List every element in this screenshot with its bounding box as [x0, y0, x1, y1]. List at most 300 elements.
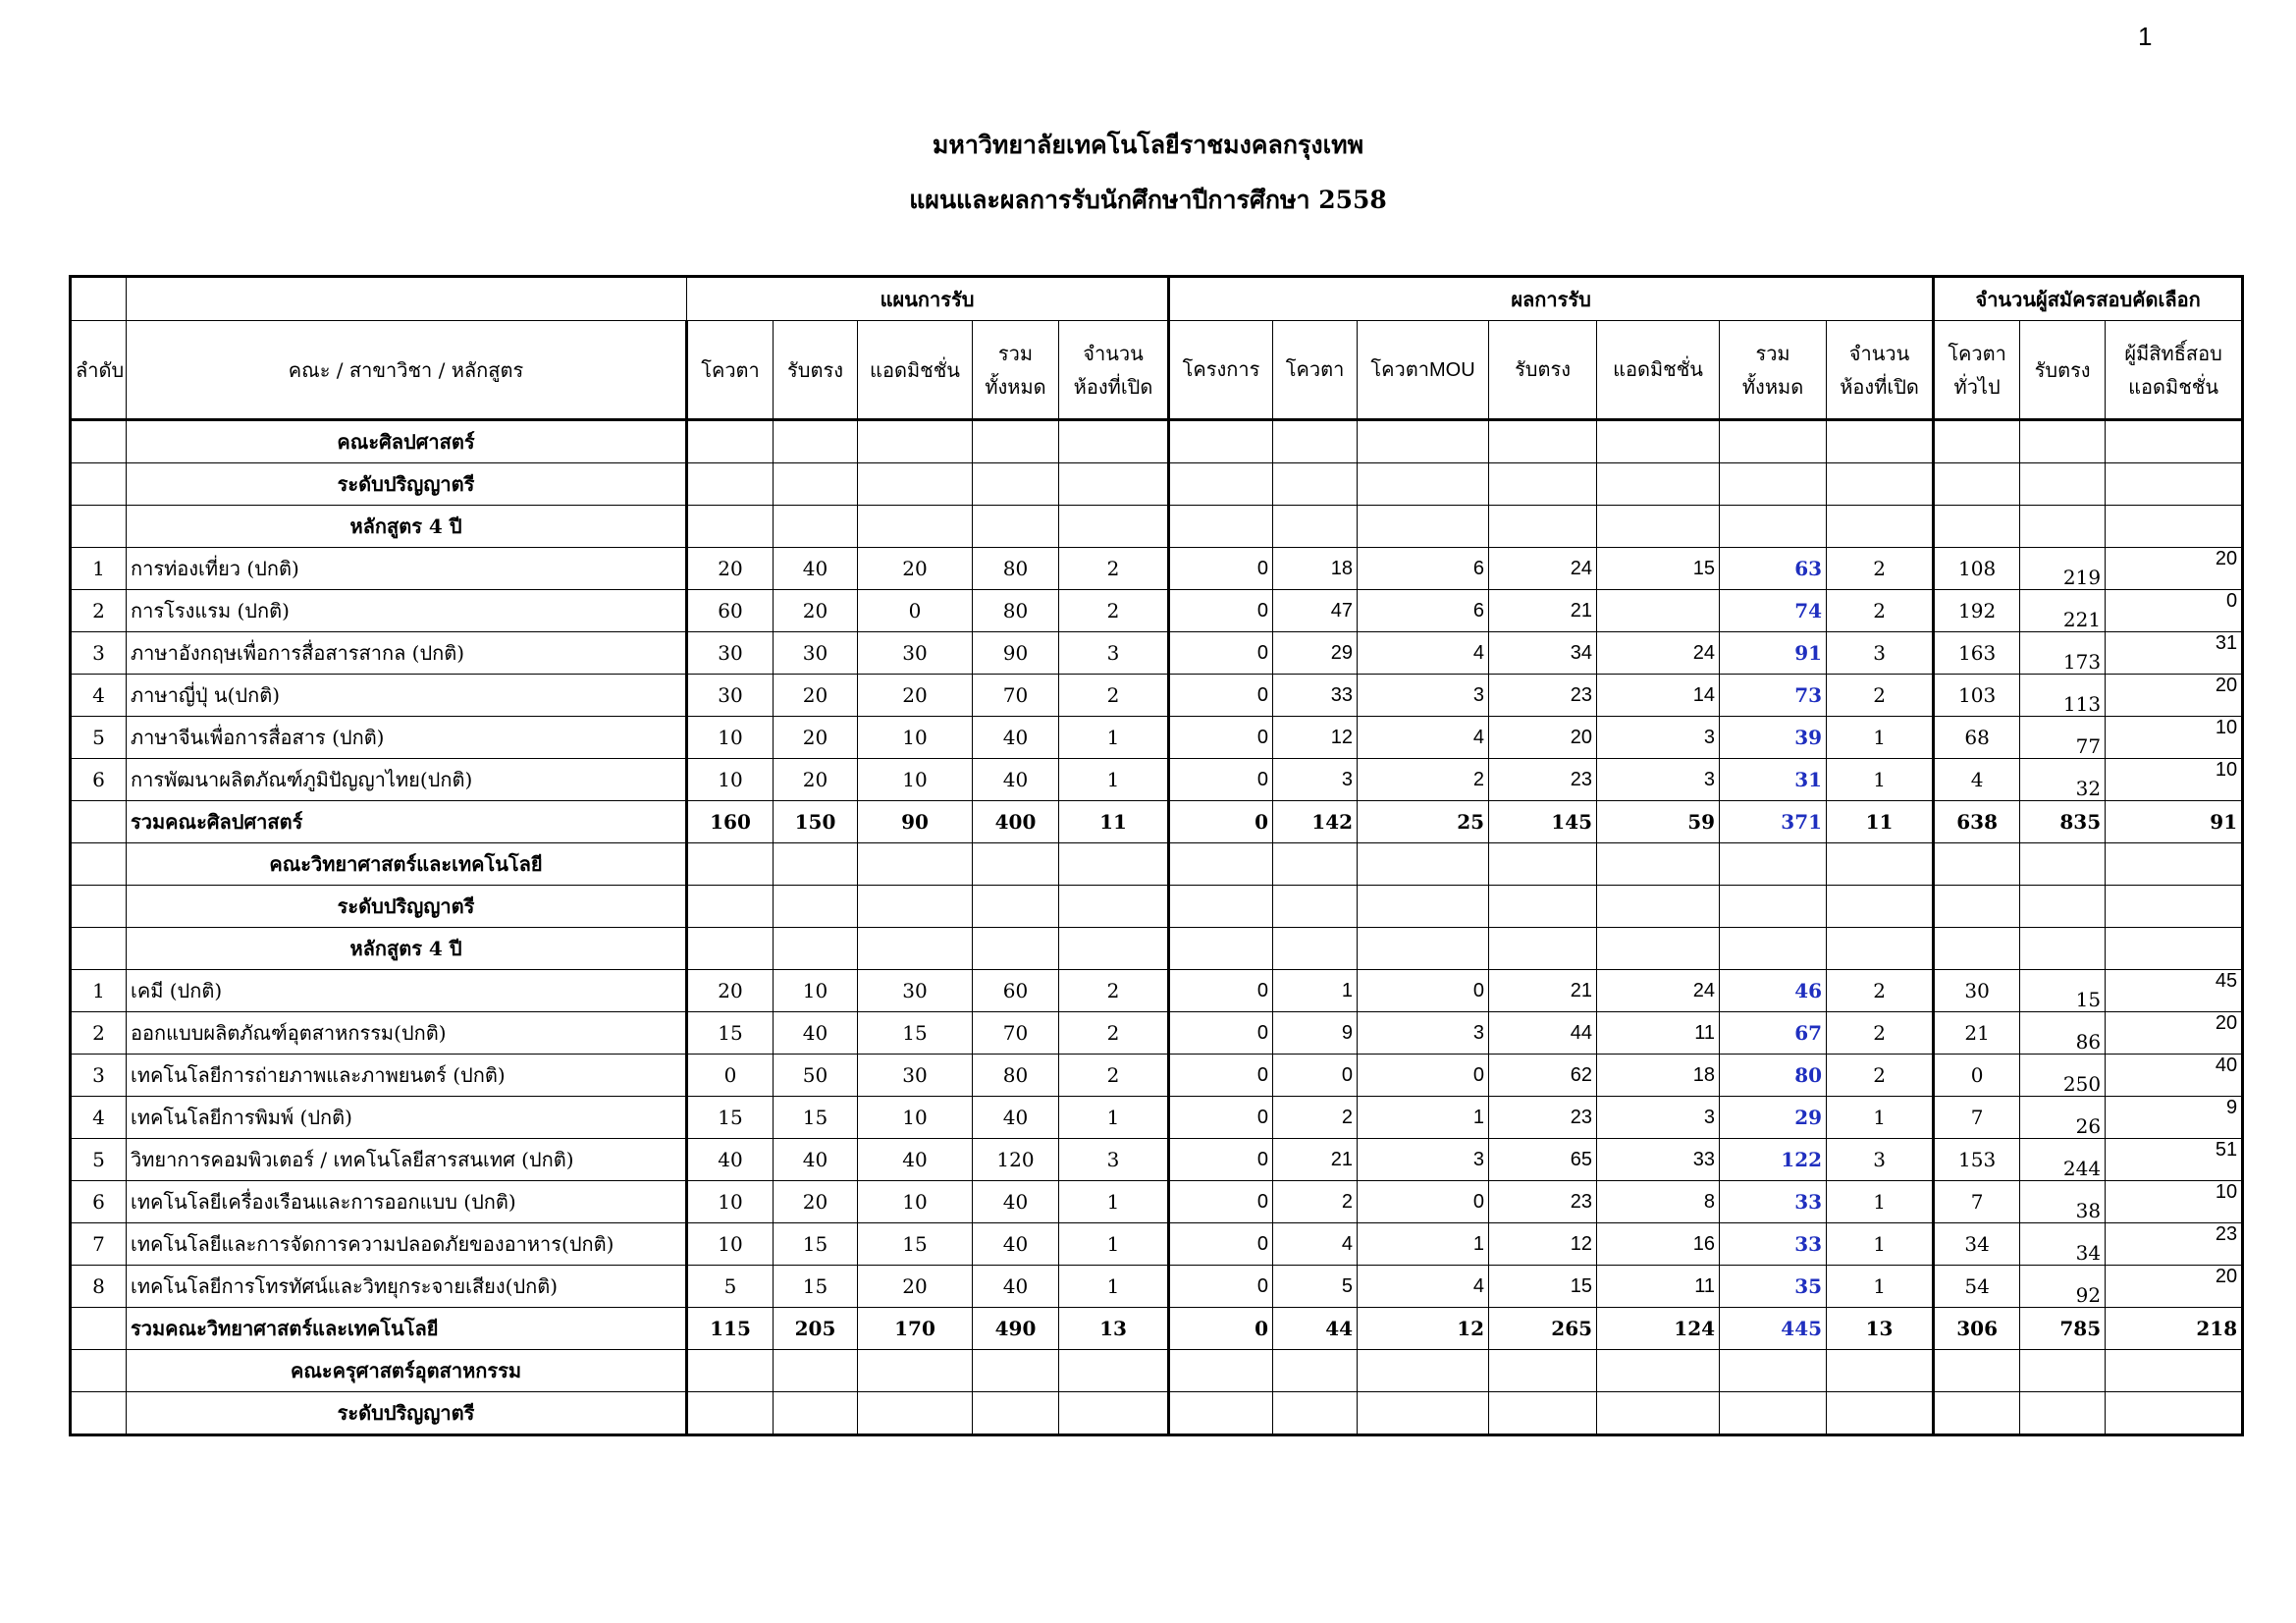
cell-pd: [774, 843, 858, 886]
cell-rq: 3: [1273, 759, 1358, 801]
cell-rd: [1489, 886, 1597, 928]
row-number: 8: [71, 1266, 127, 1308]
cell-aq: 163: [1934, 632, 2020, 675]
cell-aa: 23: [2106, 1223, 2243, 1266]
cell-rr: 1: [1827, 759, 1934, 801]
row-number: 2: [71, 590, 127, 632]
cell-rr: 1: [1827, 1223, 1934, 1266]
cell-rm: [1358, 1350, 1489, 1392]
cell-aa: 0: [2106, 590, 2243, 632]
program-name: การท่องเที่ยว (ปกติ): [127, 548, 687, 590]
cell-pq: [687, 506, 774, 548]
cell-rq: 0: [1273, 1055, 1358, 1097]
cell-rd: 23: [1489, 675, 1597, 717]
cell-rq: [1273, 886, 1358, 928]
table-row: [71, 1223, 2243, 1266]
cell-rm: 0: [1358, 970, 1489, 1012]
cell-pt: 40: [973, 1223, 1059, 1266]
cell-pq: 30: [687, 675, 774, 717]
cell-rq: [1273, 420, 1358, 463]
cell-rm: [1358, 928, 1489, 970]
cell-rr: 11: [1827, 801, 1934, 843]
cell-rq: 4: [1273, 1223, 1358, 1266]
cell-pd: [774, 1392, 858, 1435]
section-label: คณะศิลปศาสตร์: [127, 420, 687, 463]
table-row: [71, 1012, 2243, 1055]
cell-rt: [1720, 463, 1827, 506]
cell-pq: [687, 420, 774, 463]
cell-rr: [1827, 1350, 1934, 1392]
cell-aq: [1934, 843, 2020, 886]
program-name: เทคโนโลยีการถ่ายภาพและภาพยนตร์ (ปกติ): [127, 1055, 687, 1097]
table-row: [71, 1266, 2243, 1308]
total-label: รวมคณะศิลปศาสตร์: [127, 801, 687, 843]
table-row: [71, 1097, 2243, 1139]
cell-pt: 80: [973, 1055, 1059, 1097]
section-row: [71, 1350, 2243, 1392]
cell-rp: [1169, 1350, 1273, 1392]
cell-rd: 145: [1489, 801, 1597, 843]
section-label: ระดับปริญญาตรี: [127, 886, 687, 928]
cell-pa: [858, 886, 973, 928]
cell-rr: 1: [1827, 1266, 1934, 1308]
table-row: [71, 632, 2243, 675]
row-number: [71, 463, 127, 506]
cell-pq: 10: [687, 1223, 774, 1266]
total-label: รวมคณะวิทยาศาสตร์และเทคโนโลยี: [127, 1308, 687, 1350]
cell-ra: 14: [1597, 675, 1720, 717]
cell-rm: 1: [1358, 1223, 1489, 1266]
cell-aq: 0: [1934, 1055, 2020, 1097]
cell-ra: [1597, 506, 1720, 548]
cell-aq: 192: [1934, 590, 2020, 632]
cell-rt: 39: [1720, 717, 1827, 759]
cell-aa: 51: [2106, 1139, 2243, 1181]
cell-pt: 40: [973, 717, 1059, 759]
cell-pr: 1: [1059, 1181, 1169, 1223]
cell-ad: 34: [2020, 1223, 2106, 1266]
cell-rm: 3: [1358, 675, 1489, 717]
cell-rd: 24: [1489, 548, 1597, 590]
cell-rm: 4: [1358, 1266, 1489, 1308]
cell-ad: 173: [2020, 632, 2106, 675]
cell-pt: 60: [973, 970, 1059, 1012]
row-number: 6: [71, 1181, 127, 1223]
cell-rd: 21: [1489, 590, 1597, 632]
cell-aa: [2106, 1350, 2243, 1392]
cell-pd: 30: [774, 632, 858, 675]
cell-ad: [2020, 928, 2106, 970]
row-number: [71, 886, 127, 928]
program-name: ภาษาอังกฤษเพื่อการสื่อสารสากล (ปกติ): [127, 632, 687, 675]
cell-rt: 29: [1720, 1097, 1827, 1139]
cell-pr: [1059, 1350, 1169, 1392]
cell-rd: 62: [1489, 1055, 1597, 1097]
cell-aq: [1934, 886, 2020, 928]
row-number: [71, 843, 127, 886]
cell-pd: 40: [774, 1012, 858, 1055]
cell-rd: 23: [1489, 759, 1597, 801]
cell-aa: [2106, 928, 2243, 970]
cell-pt: 40: [973, 1181, 1059, 1223]
cell-pq: 60: [687, 590, 774, 632]
cell-rq: 5: [1273, 1266, 1358, 1308]
cell-pr: [1059, 843, 1169, 886]
group-plan: แผนการรับ: [687, 277, 1169, 321]
cell-rp: [1169, 506, 1273, 548]
cell-aq: 21: [1934, 1012, 2020, 1055]
cell-aq: 54: [1934, 1266, 2020, 1308]
cell-ad: [2020, 1350, 2106, 1392]
program-name: เทคโนโลยีการโทรทัศน์และวิทยุกระจายเสียง(ปกติ): [127, 1266, 687, 1308]
cell-pq: [687, 1350, 774, 1392]
cell-rp: 0: [1169, 759, 1273, 801]
cell-pd: 15: [774, 1266, 858, 1308]
cell-ra: [1597, 843, 1720, 886]
cell-ra: 11: [1597, 1266, 1720, 1308]
cell-rt: 35: [1720, 1266, 1827, 1308]
cell-aq: 7: [1934, 1181, 2020, 1223]
cell-ra: 8: [1597, 1181, 1720, 1223]
cell-rp: 0: [1169, 1097, 1273, 1139]
cell-pr: 2: [1059, 1055, 1169, 1097]
cell-rm: 4: [1358, 717, 1489, 759]
cell-rt: 91: [1720, 632, 1827, 675]
document-subtitle: แผนและผลการรับนักศึกษาปีการศึกษา 2558: [909, 186, 1387, 214]
cell-pt: 40: [973, 1266, 1059, 1308]
cell-pr: 1: [1059, 1223, 1169, 1266]
cell-ra: 124: [1597, 1308, 1720, 1350]
cell-rp: [1169, 463, 1273, 506]
row-number: 4: [71, 675, 127, 717]
cell-pr: 11: [1059, 801, 1169, 843]
group-result: ผลการรับ: [1169, 277, 1934, 321]
cell-ad: [2020, 843, 2106, 886]
cell-rt: [1720, 420, 1827, 463]
cell-pt: 400: [973, 801, 1059, 843]
cell-pq: [687, 843, 774, 886]
cell-pa: [858, 420, 973, 463]
cell-ad: 835: [2020, 801, 2106, 843]
program-name: ออกแบบผลิตภัณฑ์อุตสาหกรรม(ปกติ): [127, 1012, 687, 1055]
table-row: [71, 1055, 2243, 1097]
cell-pr: 3: [1059, 1139, 1169, 1181]
section-row: [71, 928, 2243, 970]
cell-pt: 490: [973, 1308, 1059, 1350]
cell-aq: 30: [1934, 970, 2020, 1012]
cell-ad: 92: [2020, 1266, 2106, 1308]
cell-rr: [1827, 928, 1934, 970]
cell-aa: [2106, 1392, 2243, 1435]
cell-rq: 47: [1273, 590, 1358, 632]
group-applicants: จำนวนผู้สมัครสอบคัดเลือก: [1934, 277, 2243, 321]
cell-rm: 25: [1358, 801, 1489, 843]
cell-pr: 3: [1059, 632, 1169, 675]
cell-rq: [1273, 506, 1358, 548]
cell-pr: [1059, 463, 1169, 506]
cell-pq: [687, 928, 774, 970]
cell-rd: 65: [1489, 1139, 1597, 1181]
cell-aq: [1934, 1392, 2020, 1435]
cell-pq: 10: [687, 717, 774, 759]
cell-pr: [1059, 420, 1169, 463]
cell-ad: 15: [2020, 970, 2106, 1012]
cell-pr: [1059, 506, 1169, 548]
cell-pt: 70: [973, 675, 1059, 717]
cell-pd: 205: [774, 1308, 858, 1350]
cell-pd: [774, 886, 858, 928]
faculty-total-row: [71, 801, 2243, 843]
cell-pd: [774, 928, 858, 970]
cell-rd: 15: [1489, 1266, 1597, 1308]
cell-ad: 26: [2020, 1097, 2106, 1139]
table-row: [71, 759, 2243, 801]
cell-rm: 0: [1358, 1181, 1489, 1223]
cell-rq: 44: [1273, 1308, 1358, 1350]
cell-pt: 40: [973, 759, 1059, 801]
cell-rm: [1358, 506, 1489, 548]
section-row: [71, 463, 2243, 506]
cell-rr: 1: [1827, 1097, 1934, 1139]
cell-ad: 221: [2020, 590, 2106, 632]
cell-rt: 80: [1720, 1055, 1827, 1097]
row-number: [71, 801, 127, 843]
cell-pq: 30: [687, 632, 774, 675]
table-row: [71, 1139, 2243, 1181]
cell-rd: 12: [1489, 1223, 1597, 1266]
cell-rr: 1: [1827, 1181, 1934, 1223]
col-no: ลำดับ: [71, 321, 127, 420]
cell-pd: 20: [774, 675, 858, 717]
row-number: [71, 506, 127, 548]
col-app-quota: โควตา ทั่วไป: [1934, 321, 2020, 420]
cell-pt: [973, 886, 1059, 928]
cell-rt: 46: [1720, 970, 1827, 1012]
section-row: [71, 1392, 2243, 1435]
cell-pr: 1: [1059, 759, 1169, 801]
cell-rr: [1827, 463, 1934, 506]
cell-rq: 12: [1273, 717, 1358, 759]
cell-rp: 0: [1169, 801, 1273, 843]
table-row: [71, 970, 2243, 1012]
cell-aq: [1934, 506, 2020, 548]
col-app-admission: ผู้มีสิทธิ์สอบ แอดมิชชั่น: [2106, 321, 2243, 420]
cell-rd: [1489, 463, 1597, 506]
cell-rt: 73: [1720, 675, 1827, 717]
cell-rp: [1169, 928, 1273, 970]
cell-rm: 1: [1358, 1097, 1489, 1139]
cell-rd: 20: [1489, 717, 1597, 759]
cell-rr: [1827, 506, 1934, 548]
col-plan-total: รวม ทั้งหมด: [973, 321, 1059, 420]
cell-aa: [2106, 463, 2243, 506]
cell-rp: 0: [1169, 1055, 1273, 1097]
cell-rp: 0: [1169, 590, 1273, 632]
cell-rp: 0: [1169, 1012, 1273, 1055]
cell-pt: [973, 843, 1059, 886]
cell-ra: [1597, 420, 1720, 463]
cell-rq: [1273, 1392, 1358, 1435]
col-res-total: รวม ทั้งหมด: [1720, 321, 1827, 420]
program-name: เทคโนโลยีเครื่องเรือนและการออกแบบ (ปกติ): [127, 1181, 687, 1223]
cell-pq: 5: [687, 1266, 774, 1308]
cell-pq: [687, 463, 774, 506]
cell-ad: 32: [2020, 759, 2106, 801]
cell-pa: 10: [858, 717, 973, 759]
cell-pa: 40: [858, 1139, 973, 1181]
cell-pa: 30: [858, 970, 973, 1012]
cell-aa: [2106, 886, 2243, 928]
cell-ad: 250: [2020, 1055, 2106, 1097]
program-name: เทคโนโลยีและการจัดการความปลอดภัยของอาหาร(ปกติ): [127, 1223, 687, 1266]
cell-pt: 90: [973, 632, 1059, 675]
program-name: วิทยาการคอมพิวเตอร์ / เทคโนโลยีสารสนเทศ (ปกติ): [127, 1139, 687, 1181]
cell-rd: 23: [1489, 1097, 1597, 1139]
cell-rp: [1169, 420, 1273, 463]
cell-rq: 1: [1273, 970, 1358, 1012]
cell-pa: 20: [858, 548, 973, 590]
cell-rq: 9: [1273, 1012, 1358, 1055]
cell-pa: [858, 506, 973, 548]
cell-aa: [2106, 506, 2243, 548]
header-row-groups: [71, 277, 2243, 321]
cell-rt: 33: [1720, 1223, 1827, 1266]
cell-rr: 2: [1827, 970, 1934, 1012]
cell-rd: 21: [1489, 970, 1597, 1012]
cell-pd: 150: [774, 801, 858, 843]
cell-ra: [1597, 886, 1720, 928]
col-res-rooms: จำนวน ห้องที่เปิด: [1827, 321, 1934, 420]
program-name: การโรงแรม (ปกติ): [127, 590, 687, 632]
cell-rr: 3: [1827, 1139, 1934, 1181]
table-row: [71, 590, 2243, 632]
cell-rd: 44: [1489, 1012, 1597, 1055]
cell-aq: [1934, 1350, 2020, 1392]
cell-pr: [1059, 1392, 1169, 1435]
cell-pt: [973, 506, 1059, 548]
cell-pq: 15: [687, 1097, 774, 1139]
cell-rr: 2: [1827, 590, 1934, 632]
cell-ad: 113: [2020, 675, 2106, 717]
cell-rt: [1720, 928, 1827, 970]
cell-ra: 3: [1597, 717, 1720, 759]
cell-pd: 15: [774, 1097, 858, 1139]
cell-ra: [1597, 928, 1720, 970]
cell-rp: 0: [1169, 548, 1273, 590]
cell-pa: 20: [858, 1266, 973, 1308]
cell-ra: 15: [1597, 548, 1720, 590]
cell-ra: 33: [1597, 1139, 1720, 1181]
row-number: 3: [71, 632, 127, 675]
cell-ra: [1597, 1392, 1720, 1435]
cell-rp: 0: [1169, 717, 1273, 759]
cell-aa: 45: [2106, 970, 2243, 1012]
cell-rr: 1: [1827, 717, 1934, 759]
cell-rm: 3: [1358, 1139, 1489, 1181]
cell-pq: 40: [687, 1139, 774, 1181]
cell-rr: [1827, 843, 1934, 886]
section-label: คณะวิทยาศาสตร์และเทคโนโลยี: [127, 843, 687, 886]
row-number: 6: [71, 759, 127, 801]
cell-pd: 15: [774, 1223, 858, 1266]
cell-pq: 20: [687, 970, 774, 1012]
cell-ad: 86: [2020, 1012, 2106, 1055]
faculty-total-row: [71, 1308, 2243, 1350]
cell-rt: 445: [1720, 1308, 1827, 1350]
cell-rd: [1489, 1392, 1597, 1435]
cell-pr: 1: [1059, 1266, 1169, 1308]
cell-pr: 2: [1059, 590, 1169, 632]
cell-ad: [2020, 1392, 2106, 1435]
cell-aq: 153: [1934, 1139, 2020, 1181]
cell-pt: 40: [973, 1097, 1059, 1139]
cell-rp: [1169, 843, 1273, 886]
cell-aa: 31: [2106, 632, 2243, 675]
cell-rp: 0: [1169, 1266, 1273, 1308]
cell-pa: 170: [858, 1308, 973, 1350]
cell-pq: 115: [687, 1308, 774, 1350]
cell-pd: 20: [774, 759, 858, 801]
cell-rm: [1358, 886, 1489, 928]
cell-rr: 2: [1827, 1055, 1934, 1097]
cell-rt: 33: [1720, 1181, 1827, 1223]
cell-ad: 785: [2020, 1308, 2106, 1350]
cell-ad: [2020, 506, 2106, 548]
cell-rp: 0: [1169, 970, 1273, 1012]
cell-pr: 13: [1059, 1308, 1169, 1350]
cell-aa: 40: [2106, 1055, 2243, 1097]
cell-aq: 4: [1934, 759, 2020, 801]
section-row: [71, 843, 2243, 886]
cell-rd: 34: [1489, 632, 1597, 675]
section-label: คณะครุศาสตร์อุตสาหกรรม: [127, 1350, 687, 1392]
cell-rt: 122: [1720, 1139, 1827, 1181]
cell-aq: 638: [1934, 801, 2020, 843]
cell-pr: 2: [1059, 675, 1169, 717]
cell-rp: 0: [1169, 1139, 1273, 1181]
cell-rt: 67: [1720, 1012, 1827, 1055]
cell-rq: 29: [1273, 632, 1358, 675]
cell-pd: [774, 506, 858, 548]
cell-rq: 2: [1273, 1181, 1358, 1223]
cell-rd: 265: [1489, 1308, 1597, 1350]
cell-ra: 24: [1597, 970, 1720, 1012]
cell-rm: 6: [1358, 548, 1489, 590]
cell-rp: 0: [1169, 1308, 1273, 1350]
cell-rd: [1489, 843, 1597, 886]
cell-pd: 20: [774, 717, 858, 759]
cell-rq: [1273, 928, 1358, 970]
cell-pr: [1059, 928, 1169, 970]
row-number: 5: [71, 1139, 127, 1181]
cell-aq: [1934, 420, 2020, 463]
col-plan-direct: รับตรง: [774, 321, 858, 420]
cell-pq: 10: [687, 759, 774, 801]
cell-rp: 0: [1169, 675, 1273, 717]
program-name: เคมี (ปกติ): [127, 970, 687, 1012]
program-name: การพัฒนาผลิตภัณฑ์ภูมิปัญญาไทย(ปกติ): [127, 759, 687, 801]
cell-rt: [1720, 506, 1827, 548]
cell-aa: 10: [2106, 717, 2243, 759]
cell-pd: 20: [774, 590, 858, 632]
section-row: [71, 506, 2243, 548]
cell-rm: [1358, 843, 1489, 886]
row-number: [71, 1392, 127, 1435]
cell-pq: 10: [687, 1181, 774, 1223]
cell-ad: [2020, 886, 2106, 928]
cell-aq: 7: [1934, 1097, 2020, 1139]
cell-pa: [858, 1350, 973, 1392]
